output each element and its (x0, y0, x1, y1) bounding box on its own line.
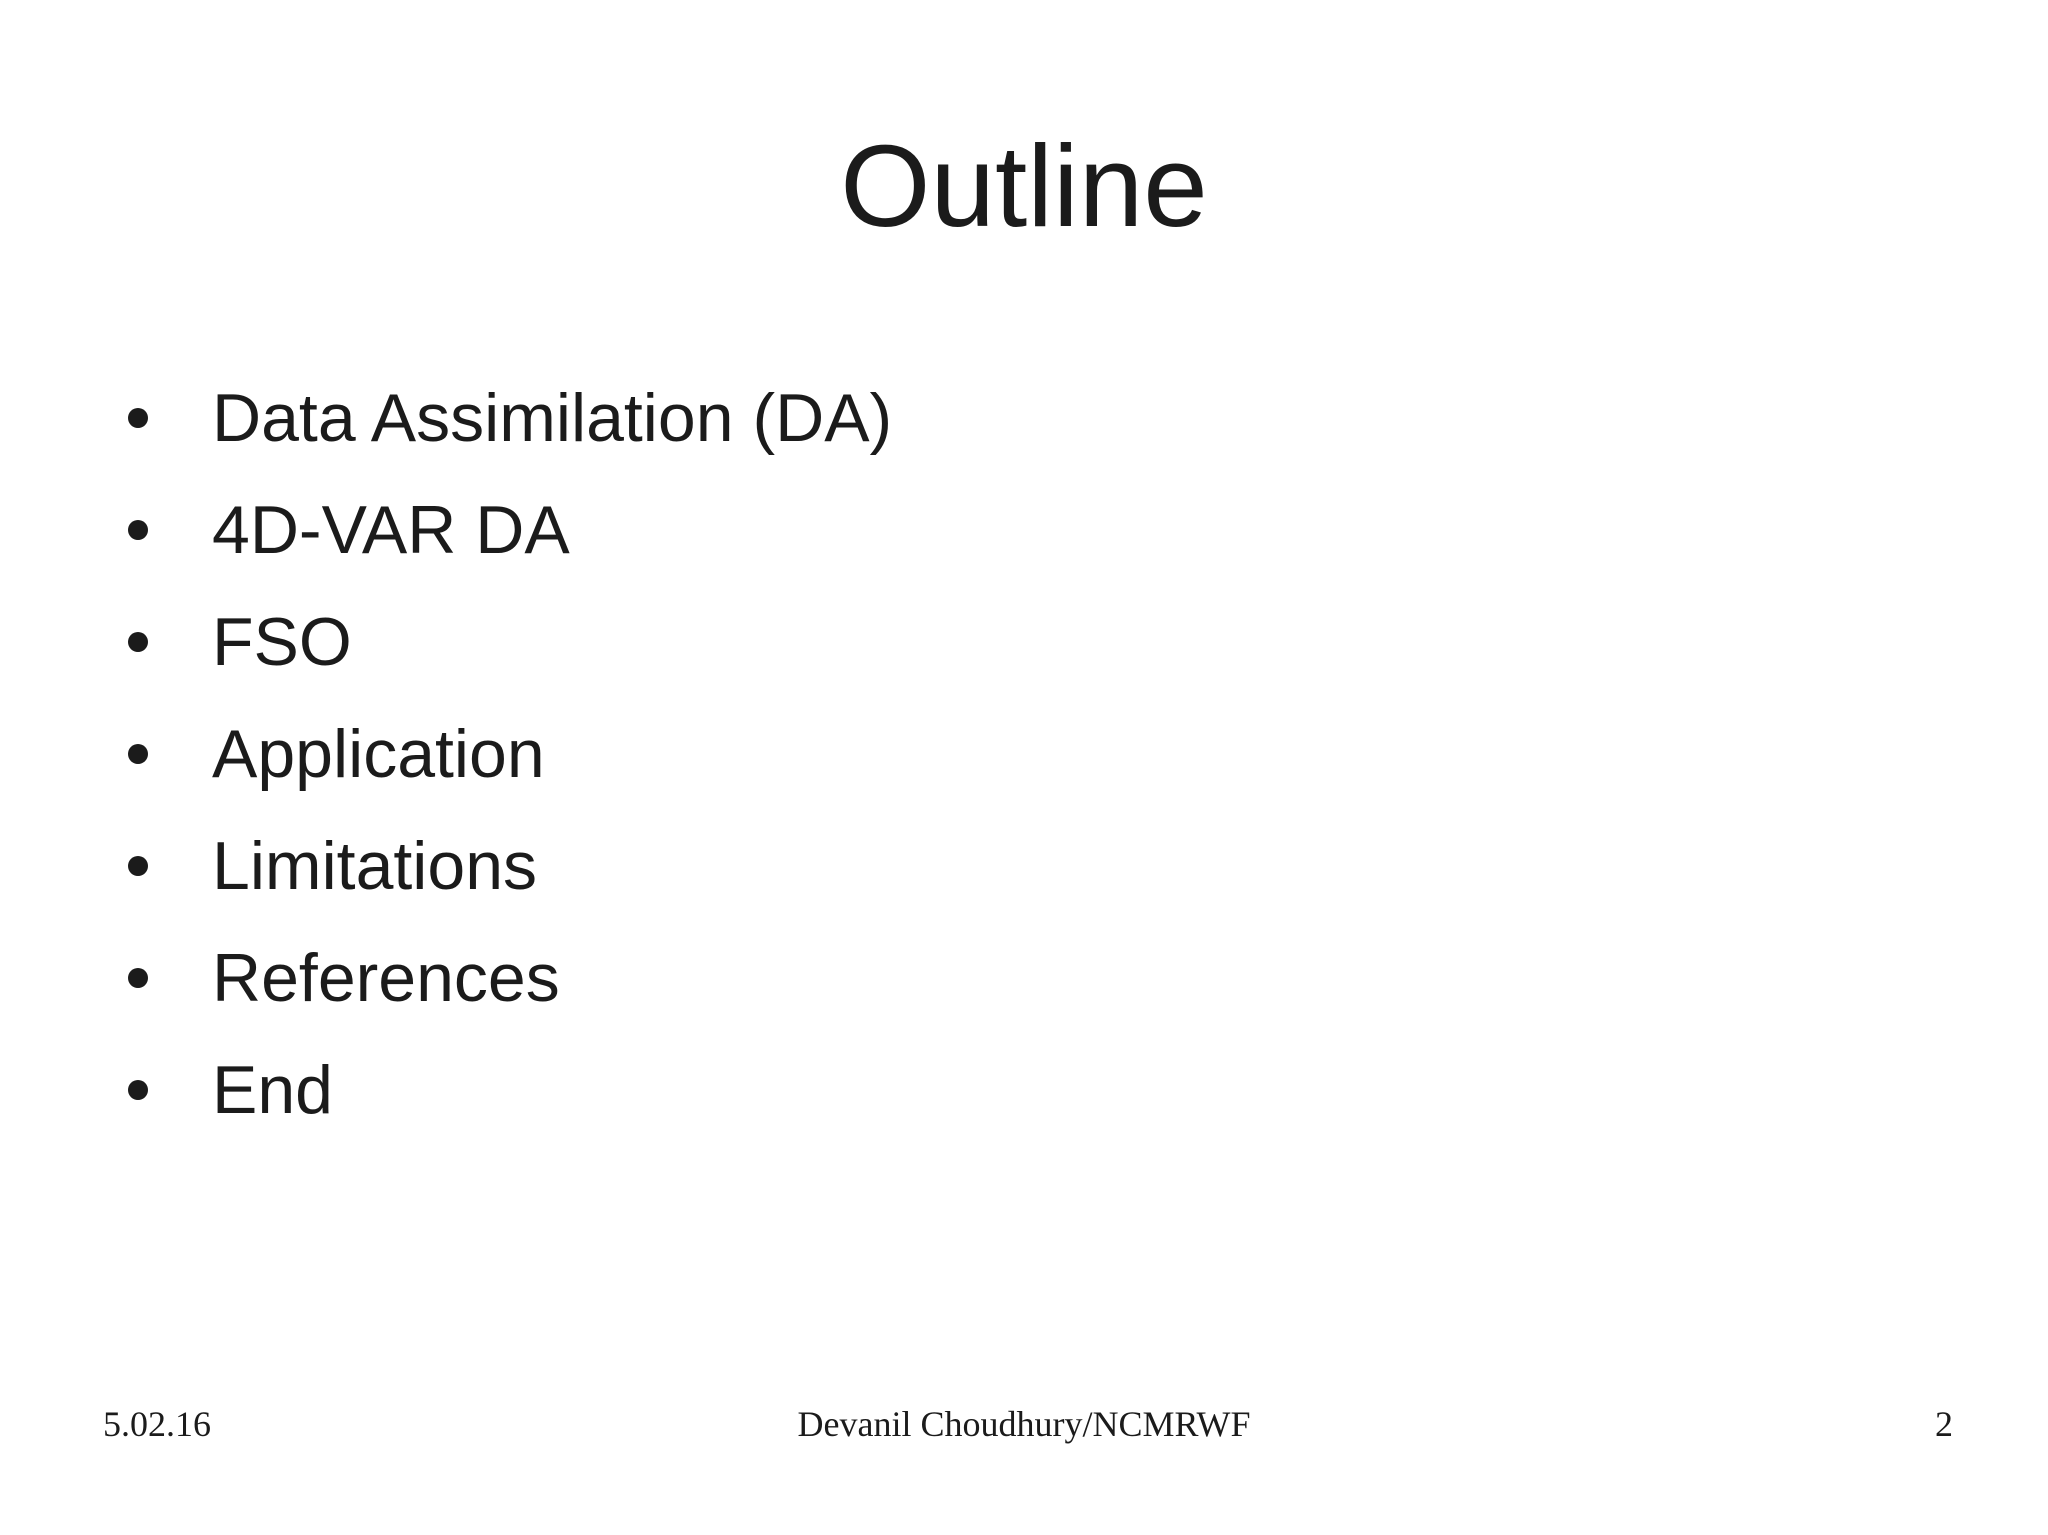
bullet-item (118, 698, 892, 810)
bullet-icon (128, 1080, 148, 1100)
bullet-label: End (212, 1052, 333, 1128)
bullet-icon (128, 632, 148, 652)
bullet-label: Data Assimilation (DA) (212, 380, 893, 456)
bullet-icon (128, 408, 148, 428)
bullet-icon (128, 856, 148, 876)
footer-author: Devanil Choudhury/NCMRWF (797, 1404, 1251, 1444)
bullet-icon (128, 520, 148, 540)
bullet-label: 4D-VAR DA (212, 492, 570, 568)
bullet-item (118, 1034, 892, 1146)
bullet-label: Application (212, 716, 545, 792)
bullet-item (118, 586, 892, 698)
slide-title: Outline (840, 121, 1208, 251)
bullet-label: FSO (212, 604, 352, 680)
footer-date: 5.02.16 (103, 1404, 211, 1444)
bullet-icon (128, 968, 148, 988)
bullet-label: Limitations (212, 828, 538, 904)
bullet-item (118, 362, 892, 474)
bullet-label: References (212, 940, 560, 1016)
footer-page-number: 2 (1935, 1404, 1953, 1444)
bullet-item (118, 810, 892, 922)
bullet-icon (128, 744, 148, 764)
bullet-item (118, 474, 892, 586)
bullet-list (118, 362, 892, 1146)
bullet-item (118, 922, 892, 1034)
